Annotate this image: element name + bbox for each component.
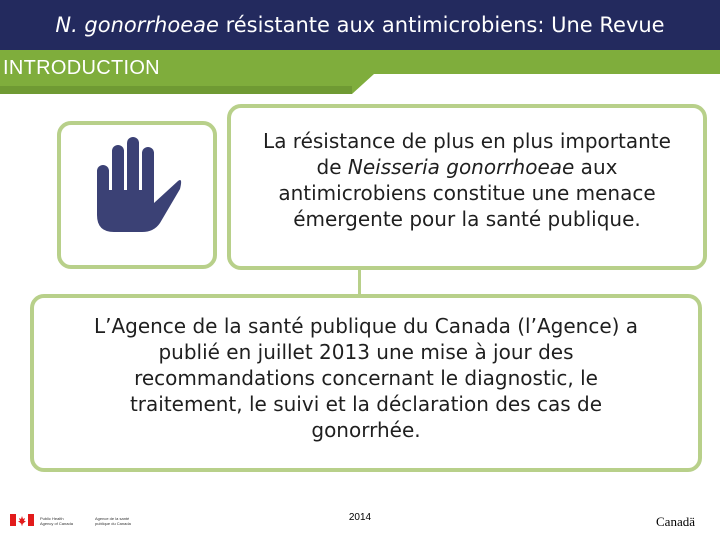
- statement-text-2: [40, 313, 692, 443]
- footer-year: 2014: [348, 512, 372, 523]
- statement-1-line-2a: de: [316, 155, 348, 179]
- section-label: INTRODUCTION: [3, 57, 160, 79]
- statement-1-line-1: La résistance de plus en plus importante: [263, 129, 671, 153]
- agency-en-line-1: Public Health: [40, 516, 64, 521]
- statement-text-1: [232, 128, 702, 232]
- statement-1-line-2c: aux: [574, 155, 618, 179]
- stop-hand-icon: [92, 135, 184, 235]
- agency-name-en: [40, 516, 73, 526]
- canada-wordmark: Canadä: [656, 514, 695, 529]
- statement-1-line-3: antimicrobiens constitue une menace: [278, 181, 656, 205]
- statement-1-line-4: émergente pour la santé publique.: [293, 207, 641, 231]
- statement-2-line-3: recommandations concernant le diagnostic, le: [134, 366, 598, 390]
- agency-en-line-2: Agency of Canada: [40, 521, 73, 526]
- statement-2-line-1: L’Agence de la santé publique du Canada (l’Agence) a: [93, 314, 639, 338]
- canada-flag-icon: [10, 514, 34, 526]
- statement-2-line-2: publié en juillet 2013 une mise à jour des: [158, 340, 574, 364]
- statement-1-line-2: [232, 154, 702, 180]
- agency-fr-line-1: Agence de la santé: [95, 516, 130, 521]
- title-species: N. gonorrhoeae: [55, 13, 219, 37]
- slide-title: [0, 0, 720, 50]
- agency-name-fr: [95, 516, 131, 526]
- title-rest: résistante aux antimicrobiens: Une Revue: [218, 13, 665, 37]
- statement-1-species: Neisseria gonorrhoeae: [347, 155, 575, 179]
- agency-fr-line-2: publique du Canada: [95, 521, 131, 526]
- statement-2-line-4: traitement, le suivi et la déclaration des cas de: [129, 392, 603, 416]
- statement-2-line-5: gonorrhée.: [311, 418, 421, 442]
